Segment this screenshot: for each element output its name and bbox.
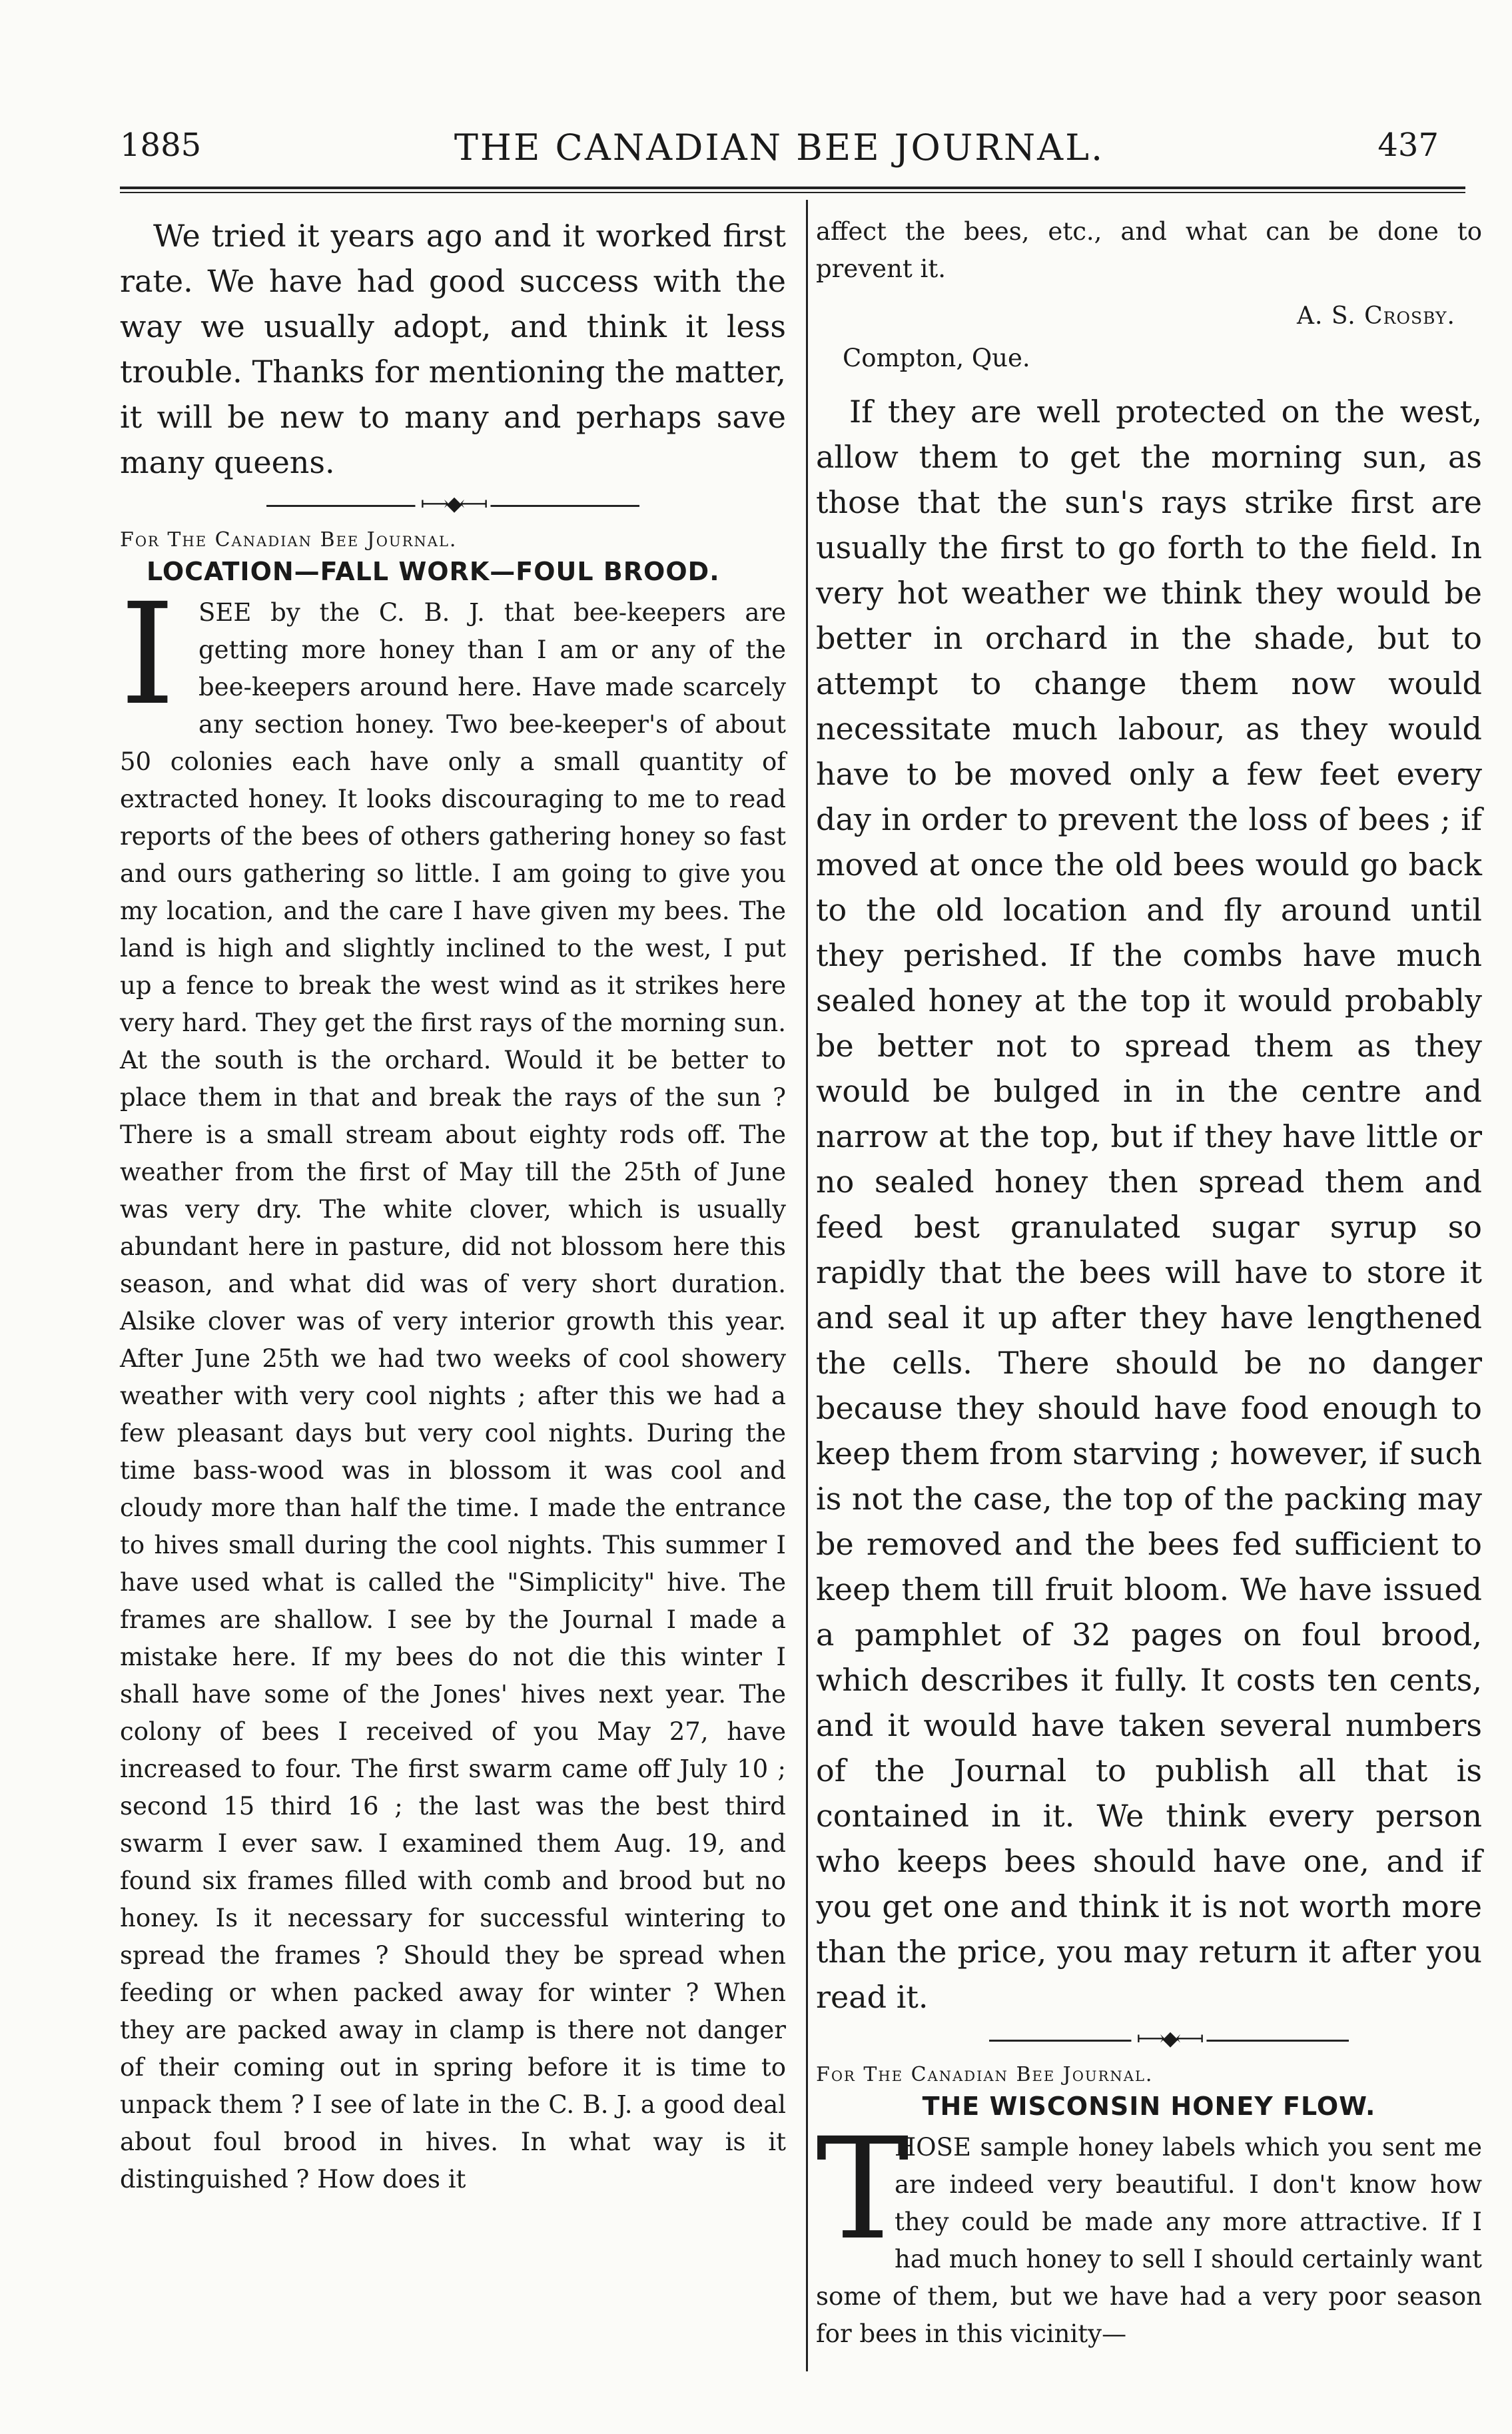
letter-body [816,2108,1482,2353]
intro-paragraph: We tried it years ago and it worked first rate. We have had good success with the way we usually adopt, and think it less trouble. Thanks for mentioning the matter, it will be new to many and perhaps save many queens. [120,218,786,480]
letter-text: HOSE sample honey labels which you sent me are indeed very beautiful. I don't know how they could be made any more attractive. If I had much honey to sell I should certainly want some of them, but we have had a very poor season for bees in this vicinity— [816,2133,1482,2348]
drop-cap: I [120,573,175,736]
byline-source: For The Canadian Bee Journal. [120,528,458,552]
article-heading: THE WISCONSIN HONEY FLOW. [922,2092,1376,2121]
drop-cap: T [816,2108,910,2271]
page-number: 437 [1377,127,1439,164]
place-line: Compton, Que. [843,344,1030,372]
header-double-rule [120,187,1465,193]
left-column [120,213,786,2198]
letter-continued: affect the bees, etc., and what can be done to prevent it. [816,217,1482,283]
ornament: ⟼◆⟻ [415,492,490,516]
letter-text: SEE by the C. B. J. that bee-keepers are getting more honey than I am or any of the bee-keepers around here. Have made scarcely any section honey. Two bee-keeper's of about 50 colonies each have only a small quantity of extracted honey. It looks discouraging to me to read reports of the bees of others gathering honey so fast and ours gathering so little. I am going to give you my location, and the care I have given my bees. The land is high and slightly inclined to the west, I put up a fence to break the west wind as it strikes here very hard. They get the first rays of the morning sun. At the south is the orchard. Would it be better to place them in that and break the rays of the sun ? There is a small stream about eighty rods off. The weather from the first of May till the 25th of June was very dry. The white clover, which is usually abundant here in pasture, did not blossom here this season, and what did was of very short duration. Alsike clover was of very interior growth this year. After June 25th we had two weeks of cool showery weather with very cool nights ; after this we had a few pleasant days but very cool nights. During the time bass-wood was in blossom it was cool and cloudy more than half the time. I made the entrance to hives small during the cool nights. This summer I have used what is called the "Simplicity" hive. The frames are shallow. I see by the Journal I made a mistake here. If my bees do not die this winter I shall have some of the Jones' hives next year. The colony of bees I received of you May 27, have increased to four. The first swarm came off July 10 ; second 15 third 16 ; the last was the best third swarm I ever saw. I examined them Aug. 19, and found six frames filled with comb and brood but no honey. Is it necessary for successful wintering to spread the frames ? Should they be spread when feeding or when packed away for winter ? When they are packed away in clamp is there not danger of their coming out in spring before it is time to unpack them ? I see of late in the C. B. J. a good deal about foul brood in hives. In what way is it distinguished ? How does it [120,598,786,2194]
right-column [816,213,1482,2353]
ornament: ⟼◆⟻ [1131,2027,1206,2050]
article-heading: LOCATION—FALL WORK—FOUL BROOD. [147,557,720,586]
journal-title: THE CANADIAN BEE JOURNAL. [454,127,1105,169]
signature: A. S. Crosby. [1296,302,1455,330]
section-divider [266,492,639,516]
page-header [120,127,1439,180]
byline-source: For The Canadian Bee Journal. [816,2063,1154,2086]
header-year: 1885 [120,127,202,164]
section-divider [989,2027,1349,2050]
letter-body [120,573,786,2198]
column-divider [806,200,808,2371]
editor-reply: If they are well protected on the west, allow them to get the morning sun, as those that the sun's rays strike first are usually the first to go forth to the field. In very hot weather we think they would be better in orchard in the shade, but to attempt to change them now would necessitate much labour, as they would have to be moved only a few feet every day in order to prevent the loss of bees ; if moved at once the old bees would go back to the old location and fly around until they perished. If the combs have much sealed honey at the top it would probably be better not to spread them as they would be bulged in in the centre and narrow at the top, but if they have little or no sealed honey then spread them and feed best granulated sugar syrup so rapidly that the bees will have to store it and seal it up after they have lengthened the cells. There should be no danger because they should have food enough to keep them from starving ; however, if such is not the case, the top of the packing may be removed and the bees fed sufficient to keep them till fruit bloom. We have issued a pamphlet of 32 pages on foul brood, which describes it fully. It costs ten cents, and it would have taken several numbers of the Journal to publish all that is contained in it. We think every person who keeps bees should have one, and if you get one and think it is not worth more than the price, you may return it after you read it. [816,394,1482,2015]
